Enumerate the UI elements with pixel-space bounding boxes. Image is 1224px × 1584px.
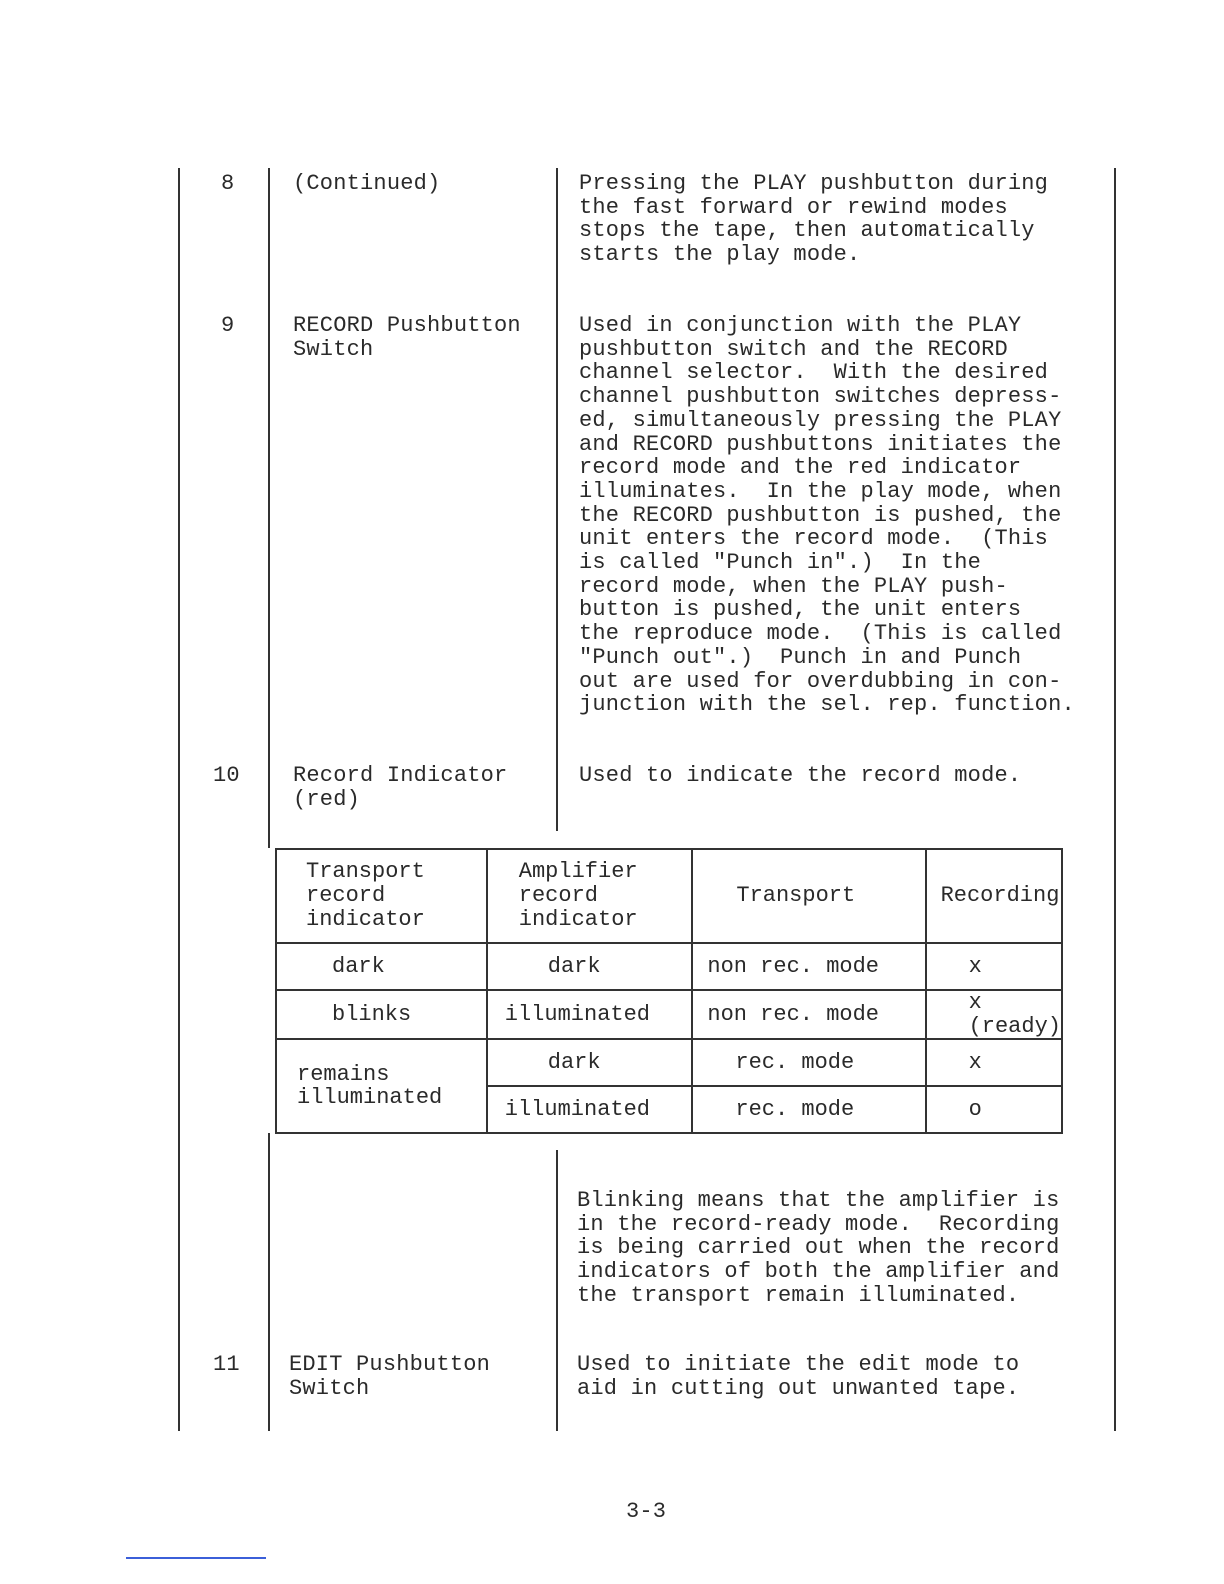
cell-recording: o: [926, 1086, 1062, 1133]
cell-amplifier-indicator: illuminated: [487, 1086, 693, 1133]
cell-transport-indicator: dark: [276, 943, 487, 990]
table-header-row: [276, 849, 1062, 943]
table-row: [276, 1039, 1062, 1086]
cell-transport-indicator: remains illuminated: [276, 1039, 487, 1133]
entry-11-description: Used to initiate the edit mode to aid in cutting out unwanted tape.: [577, 1352, 1020, 1401]
header-recording: Recording: [926, 849, 1062, 943]
cell-recording: x: [926, 1039, 1062, 1086]
blinking-note: Blinking means that the amplifier is in the record-ready mode. Recording is being carried out when the record indicators of both the amplifier and the transport remain illuminated.: [577, 1188, 1060, 1308]
entry-8-number: 8: [221, 171, 235, 196]
footer-rule: [126, 1557, 266, 1559]
entry-10-number: 10: [213, 763, 240, 788]
entry-10-name: Record Indicator (red): [293, 763, 508, 812]
cell-transport: non rec. mode: [692, 943, 925, 990]
entry-10-description: Used to indicate the record mode.: [579, 763, 1022, 788]
entry-9-name: RECORD Pushbutton Switch: [293, 313, 521, 362]
left-border-line: [178, 168, 180, 1431]
cell-amplifier-indicator: dark: [487, 1039, 693, 1086]
entry-11-name: EDIT Pushbutton Switch: [289, 1352, 491, 1401]
cell-amplifier-indicator: dark: [487, 943, 693, 990]
cell-transport: rec. mode: [692, 1086, 925, 1133]
entry-9-number: 9: [221, 313, 235, 338]
header-transport: Transport: [692, 849, 925, 943]
name-column-divider-lower: [556, 1150, 558, 1431]
cell-transport-indicator: blinks: [276, 990, 487, 1039]
header-transport-record-indicator: Transport record indicator: [276, 849, 487, 943]
number-column-divider: [268, 168, 270, 848]
page-number: 3-3: [626, 1499, 667, 1524]
table-row: [276, 943, 1062, 990]
record-indicator-table: [275, 848, 1063, 1134]
cell-amplifier-indicator: illuminated: [487, 990, 693, 1039]
cell-transport: rec. mode: [692, 1039, 925, 1086]
right-border-line: [1114, 168, 1116, 1431]
cell-recording: x: [926, 943, 1062, 990]
entry-11-number: 11: [213, 1352, 240, 1377]
entry-8-name: (Continued): [293, 171, 441, 196]
entry-9-description: Used in conjunction with the PLAY pushbutton switch and the RECORD channel selector. With the desired channel pushbutton switches depress- ed, simultaneously pressing the PLAY and RECORD pushbuttons initiates the record mode and the red indicator illuminates. In the play mode, when the RECORD pushbutton is pushed, the unit enters the record mode. (This is called "Punch in".) In the record mode, when the PLAY push- button is pushed, the unit enters the reproduce mode. (This is called "Punch out".) Punch in and Punch out are used for overdubbing in con- junction with the sel. rep. function.: [579, 313, 1075, 718]
name-column-divider: [556, 168, 558, 831]
header-amplifier-record-indicator: Amplifier record indicator: [487, 849, 693, 943]
number-column-divider-lower: [268, 1133, 270, 1431]
cell-transport: non rec. mode: [692, 990, 925, 1039]
table-row: [276, 990, 1062, 1039]
entry-8-description: Pressing the PLAY pushbutton during the fast forward or rewind modes stops the tape, then automatically starts the play mode.: [579, 171, 1049, 268]
cell-recording: x (ready): [926, 990, 1062, 1039]
